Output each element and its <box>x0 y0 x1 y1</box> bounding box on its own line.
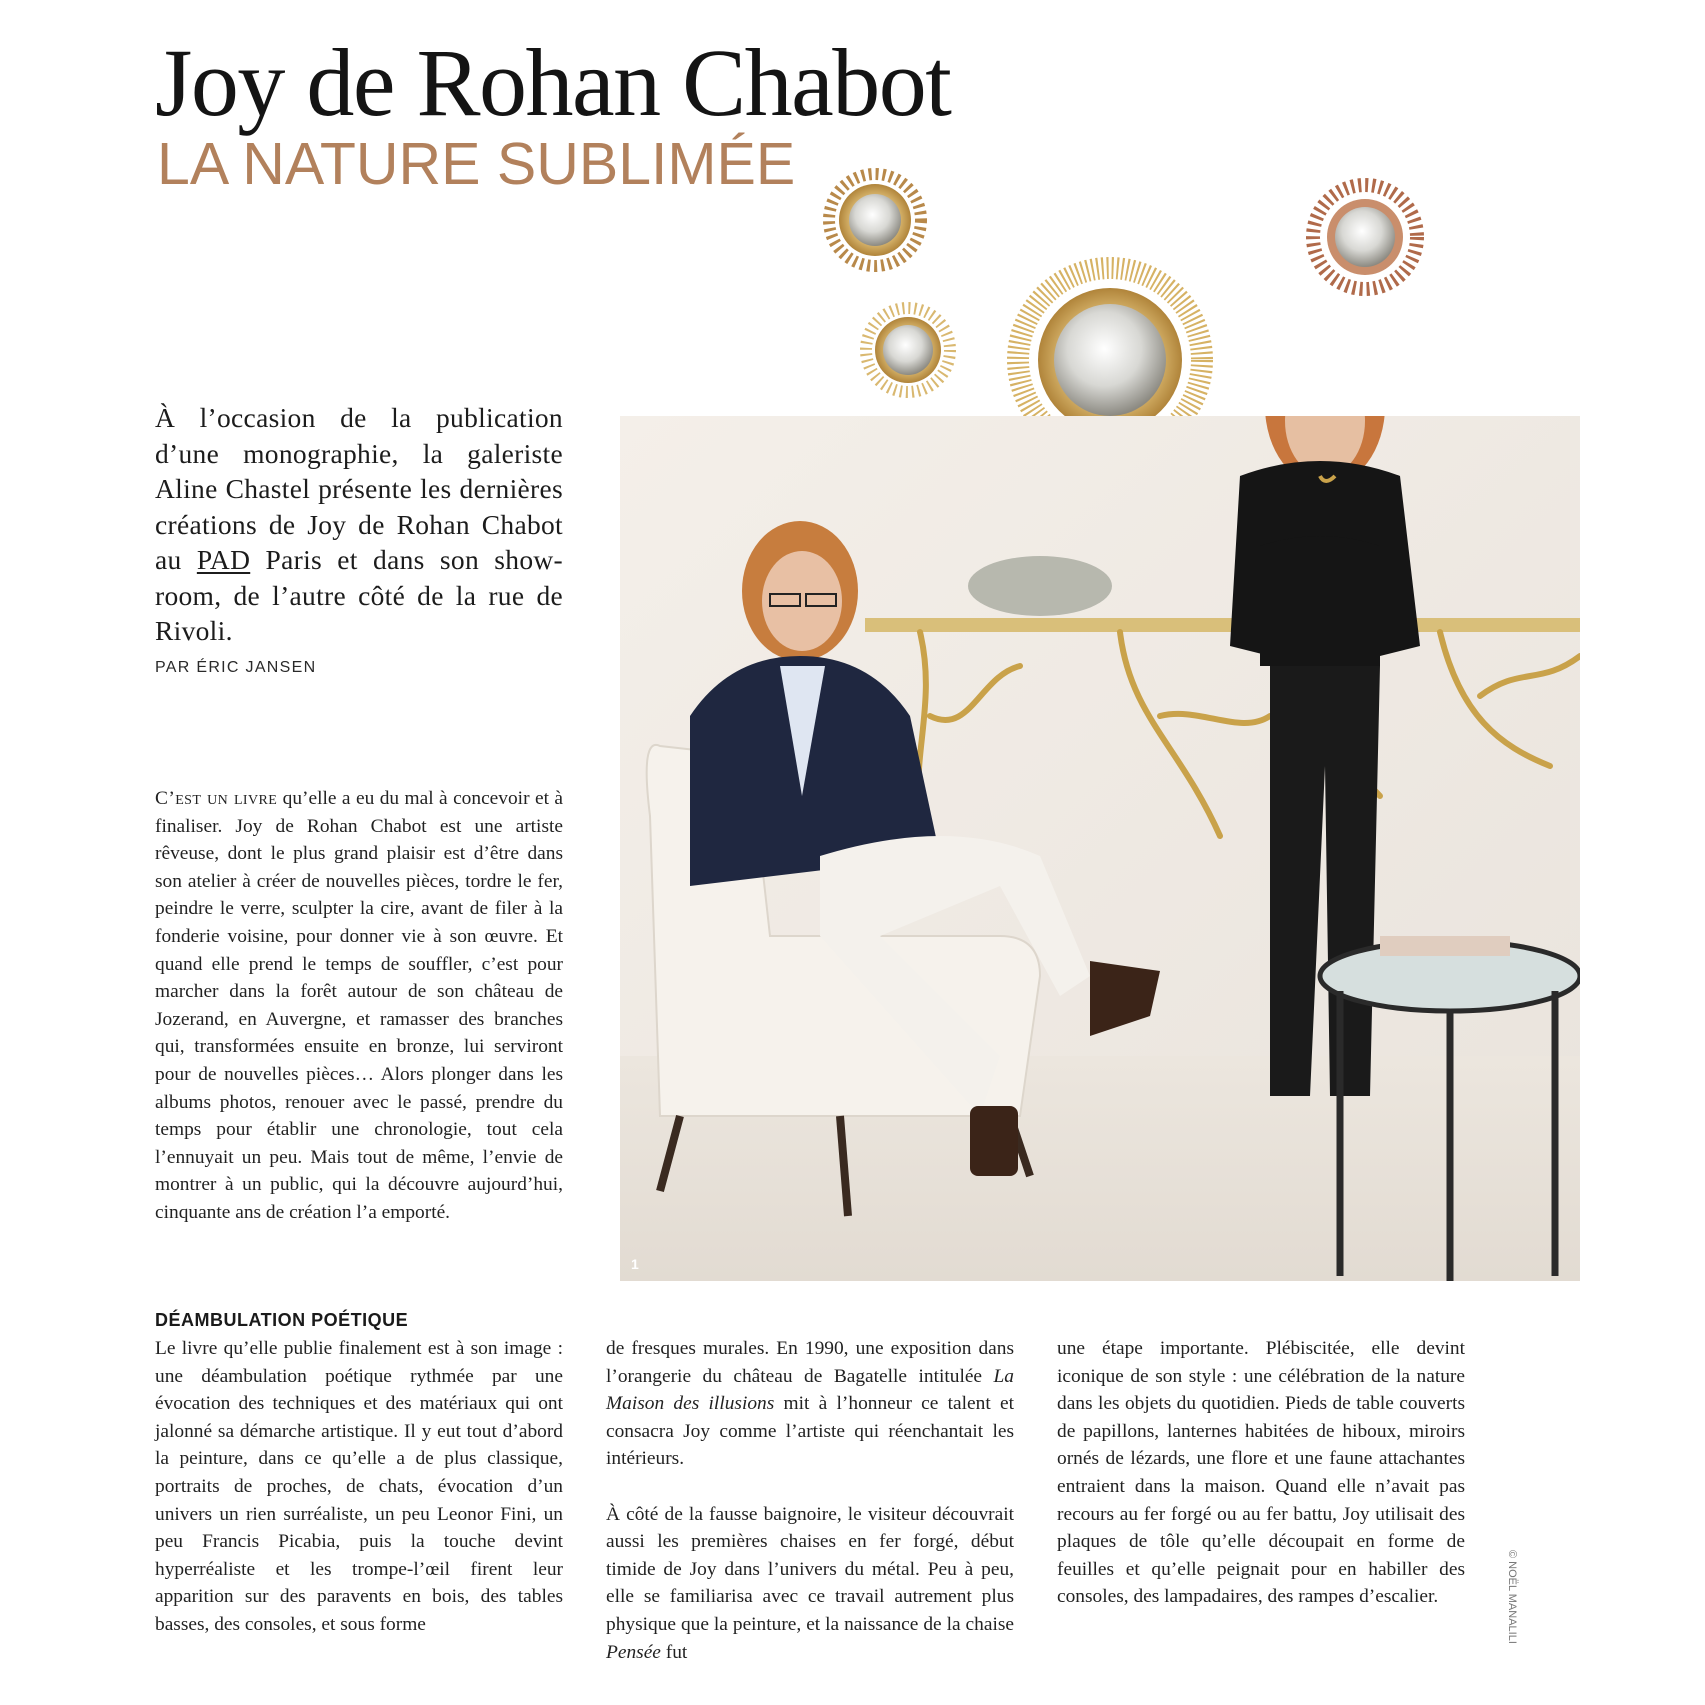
pad-link[interactable]: PAD <box>196 544 251 575</box>
lede-text-start: À l’occasion de la publication d’une monographie, la galeriste Aline Chastel présente les dernières créations de Joy de Rohan Chabot au <box>155 402 563 575</box>
photo-credit: © NOËL MANALILI <box>1506 1550 1518 1644</box>
chair-name: Pensée <box>606 1641 661 1663</box>
col3-paragraph: une étape importante. Plébiscitée, elle devint iconique de son style : une célébration de la nature dans les objets du quotidien. Pieds de table couverts de papillons, lanternes habitées de hiboux, miroirs ornés de lézards, une flore et une faune attachantes entraient dans la maison. Quand elle n’avait pas recours au fer forgé ou au fer battu, Joy utilisait des plaques de tôle qu’elle découpait en forme de feuilles et qu’elle peignait pour en habiller des consoles, des lampadaires, des rampes d’escalier. <box>1057 1338 1465 1608</box>
intro-text: qu’elle a eu du mal à concevoir et à finaliser. Joy de Rohan Chabot est une artiste rêveuse, dont le plus grand plaisir est d’être dans son atelier à créer de nouvelles pièces, tordre le fer, peindre le verre, sculpter la cire, avant de filer à la fonderie voisine, pour donner vie à son œuvre. Et quand elle prend le temps de souffler, c’est pour marcher dans la forêt autour de son château de Jozerand, en Auvergne, et ramasser des branches qui, transformées ensuite en bronze, lui serviront pour de nouvelles pièces… Alors plonger dans les albums photos, renouer avec le passé, prendre du temps pour établir une chronologie, tout cela l’ennuyait un peu. Mais tout de même, l’envie de montrer à un public, qui la découvre aujourd’hui, cinquante ans de création l’a emporté. <box>155 788 564 1223</box>
article-subtitle: LA NATURE SUBLIMÉE <box>157 131 796 197</box>
col2-paragraph-2 <box>606 1501 1014 1667</box>
article-title: Joy de Rohan Chabot <box>155 29 951 136</box>
portrait-photo <box>620 416 1580 1281</box>
col2-p2-text-b: fut <box>660 1641 688 1663</box>
small-mirror-top-left <box>829 174 921 266</box>
col2-paragraph-1 <box>606 1335 1014 1473</box>
intro-smallcaps: C’est un livre <box>155 788 278 809</box>
section-heading: DÉAMBULATION POÉTIQUE <box>155 1310 409 1330</box>
small-mirror-middle <box>866 308 950 392</box>
photo-number: 1 <box>631 1256 639 1272</box>
exhibition-title: La Maison des illusions <box>606 1365 1014 1415</box>
body-column-3 <box>1057 1335 1465 1611</box>
body-column-2 <box>606 1335 1014 1666</box>
lede-text-end: Paris et dans son show-room, de l’autre côté de la rue de Rivoli. <box>155 544 564 646</box>
col1-paragraph: Le livre qu’elle publie finalement est à son image : une déambulation poétique rythmée par une évocation des techniques et des matériaux qui ont jalonné sa démarche artistique. Il y eut tout d’abord la peinture, dans ce qu’elle a de plus classique, portraits de proches, de chats, évocation d’un univers un rien surréaliste, un peu Leonor Fini, un peu Francis Picabia, puis la touche devint hyperréaliste et les trompe-l’œil firent leur apparition sur des paravents en bois, des tables basses, des consoles, et sous forme <box>155 1338 563 1635</box>
article-lede <box>155 400 563 649</box>
col2-p2-text-a: À côté de la fausse baignoire, le visiteur découvrait aussi les premières chaises en fer forgé, début timide de Joy dans l’univers du métal. Peu à peu, elle se familiarisa avec ce travail autrement plus physique que la peinture, et la naissance de la chaise <box>606 1503 1014 1635</box>
intro-paragraph <box>155 785 563 1227</box>
byline: PAR ÉRIC JANSEN <box>155 659 317 676</box>
col2-p1-text-a: de fresques murales. En 1990, une exposition dans l’orangerie du château de Bagatelle intitulée <box>606 1338 1014 1387</box>
col2-p1-text-b: mit à l’honneur ce talent et consacra Joy comme l’artiste qui réenchantait les intérieurs. <box>606 1393 1014 1470</box>
body-column-1 <box>155 1335 563 1639</box>
copper-mirror-top-right <box>1313 185 1417 289</box>
